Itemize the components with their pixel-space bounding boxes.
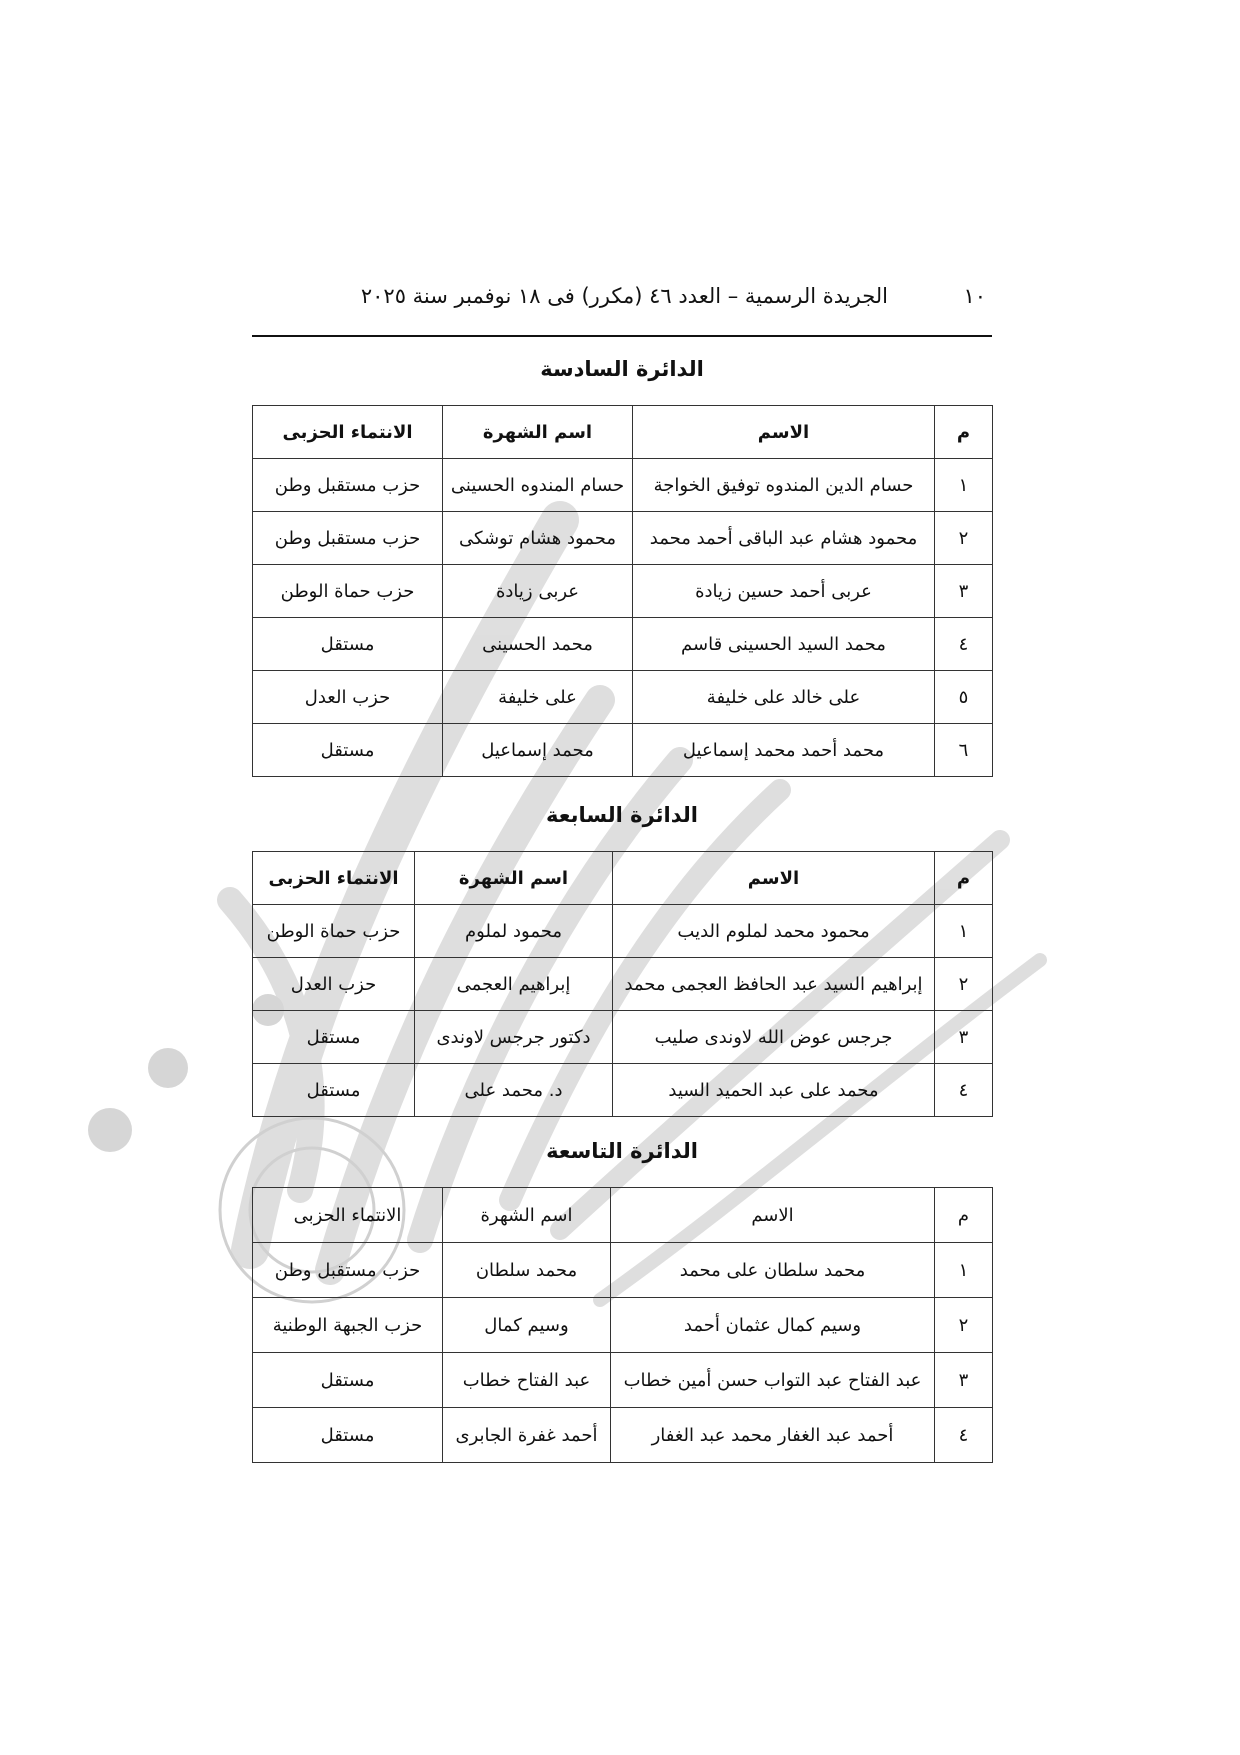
- cell-known-as: عربى زيادة: [443, 565, 633, 618]
- page-header: [252, 284, 992, 320]
- cell-party: مستقل: [253, 724, 443, 777]
- cell-name: إبراهيم السيد عبد الحافظ العجمى محمد: [613, 958, 935, 1011]
- cell-name: عربى أحمد حسين زيادة: [633, 565, 935, 618]
- section-title: الدائرة السادسة: [540, 357, 704, 381]
- cell-known-as: د. محمد على: [415, 1064, 613, 1117]
- column-header: الانتماء الحزبى: [253, 852, 415, 905]
- cell-party: مستقل: [253, 1011, 415, 1064]
- header-divider: [252, 335, 992, 337]
- cell-name: محمد السيد الحسينى قاسم: [633, 618, 935, 671]
- table-row: [253, 1298, 993, 1353]
- cell-known-as: أحمد غفرة الجابرى: [443, 1408, 611, 1463]
- cell-number: ٣: [935, 565, 993, 618]
- cell-party: حزب العدل: [253, 958, 415, 1011]
- cell-name: أحمد عبد الغفار محمد عبد الغفار: [611, 1408, 935, 1463]
- table-header-row: [253, 1188, 993, 1243]
- watermark-dot: [148, 1048, 188, 1088]
- cell-name: عبد الفتاح عبد التواب حسن أمين خطاب: [611, 1353, 935, 1408]
- cell-known-as: دكتور جرجس لاوندى: [415, 1011, 613, 1064]
- cell-known-as: على خليفة: [443, 671, 633, 724]
- cell-number: ٢: [935, 512, 993, 565]
- cell-name: جرجس عوض الله لاوندى صليب: [613, 1011, 935, 1064]
- column-header: الانتماء الحزبى: [253, 1188, 443, 1243]
- column-header: الاسم: [633, 406, 935, 459]
- watermark-dot: [88, 1108, 132, 1152]
- cell-party: حزب الجبهة الوطنية: [253, 1298, 443, 1353]
- publication-title: الجريدة الرسمية – العدد ٤٦ (مكرر) فى ١٨ نوفمبر سنة ٢٠٢٥: [360, 284, 888, 308]
- cell-known-as: حسام المندوه الحسينى: [443, 459, 633, 512]
- cell-name: محمد أحمد محمد إسماعيل: [633, 724, 935, 777]
- table-header-row: [253, 852, 993, 905]
- table-row: [253, 512, 993, 565]
- cell-party: حزب العدل: [253, 671, 443, 724]
- table-row: [253, 724, 993, 777]
- table-row: [253, 905, 993, 958]
- cell-name: محمد سلطان على محمد: [611, 1243, 935, 1298]
- cell-name: على خالد على خليفة: [633, 671, 935, 724]
- cell-known-as: وسيم كمال: [443, 1298, 611, 1353]
- cell-number: ١: [935, 905, 993, 958]
- table-row: [253, 958, 993, 1011]
- cell-name: محمود محمد لملوم الديب: [613, 905, 935, 958]
- cell-name: حسام الدين المندوه توفيق الخواجة: [633, 459, 935, 512]
- table-row: [253, 565, 993, 618]
- cell-name: محمد على عبد الحميد السيد: [613, 1064, 935, 1117]
- cell-number: ١: [935, 1243, 993, 1298]
- cell-known-as: محمد الحسينى: [443, 618, 633, 671]
- cell-number: ٢: [935, 1298, 993, 1353]
- cell-known-as: محمد سلطان: [443, 1243, 611, 1298]
- page-number: ١٠: [963, 284, 986, 308]
- cell-known-as: محمد إسماعيل: [443, 724, 633, 777]
- circuit-table: [252, 405, 993, 777]
- cell-party: مستقل: [253, 1064, 415, 1117]
- cell-name: وسيم كمال عثمان أحمد: [611, 1298, 935, 1353]
- table-row: [253, 1011, 993, 1064]
- cell-known-as: عبد الفتاح خطاب: [443, 1353, 611, 1408]
- circuit-table: [252, 1187, 993, 1463]
- cell-party: حزب مستقبل وطن: [253, 512, 443, 565]
- cell-number: ٤: [935, 1064, 993, 1117]
- cell-number: ٢: [935, 958, 993, 1011]
- section-title: الدائرة التاسعة: [546, 1139, 698, 1163]
- cell-name: محمود هشام عبد الباقى أحمد محمد: [633, 512, 935, 565]
- table-row: [253, 618, 993, 671]
- column-header: م: [935, 406, 993, 459]
- column-header: الانتماء الحزبى: [253, 406, 443, 459]
- cell-number: ٤: [935, 618, 993, 671]
- column-header: م: [935, 1188, 993, 1243]
- cell-number: ٥: [935, 671, 993, 724]
- cell-party: مستقل: [253, 1408, 443, 1463]
- cell-number: ٤: [935, 1408, 993, 1463]
- cell-party: حزب حماة الوطن: [253, 565, 443, 618]
- column-header: اسم الشهرة: [415, 852, 613, 905]
- cell-party: مستقل: [253, 1353, 443, 1408]
- cell-known-as: محمود لملوم: [415, 905, 613, 958]
- cell-known-as: إبراهيم العجمى: [415, 958, 613, 1011]
- cell-number: ٣: [935, 1011, 993, 1064]
- column-header: الاسم: [613, 852, 935, 905]
- column-header: اسم الشهرة: [443, 1188, 611, 1243]
- table-row: [253, 1408, 993, 1463]
- circuit-table: [252, 851, 993, 1117]
- cell-party: حزب مستقبل وطن: [253, 1243, 443, 1298]
- column-header: الاسم: [611, 1188, 935, 1243]
- table-row: [253, 1353, 993, 1408]
- column-header: م: [935, 852, 993, 905]
- cell-number: ٦: [935, 724, 993, 777]
- table-header-row: [253, 406, 993, 459]
- cell-party: حزب مستقبل وطن: [253, 459, 443, 512]
- table-row: [253, 671, 993, 724]
- cell-known-as: محمود هشام توشكى: [443, 512, 633, 565]
- cell-party: مستقل: [253, 618, 443, 671]
- cell-party: حزب حماة الوطن: [253, 905, 415, 958]
- cell-number: ٣: [935, 1353, 993, 1408]
- table-row: [253, 1243, 993, 1298]
- table-row: [253, 459, 993, 512]
- column-header: اسم الشهرة: [443, 406, 633, 459]
- cell-number: ١: [935, 459, 993, 512]
- section-title: الدائرة السابعة: [546, 803, 698, 827]
- table-row: [253, 1064, 993, 1117]
